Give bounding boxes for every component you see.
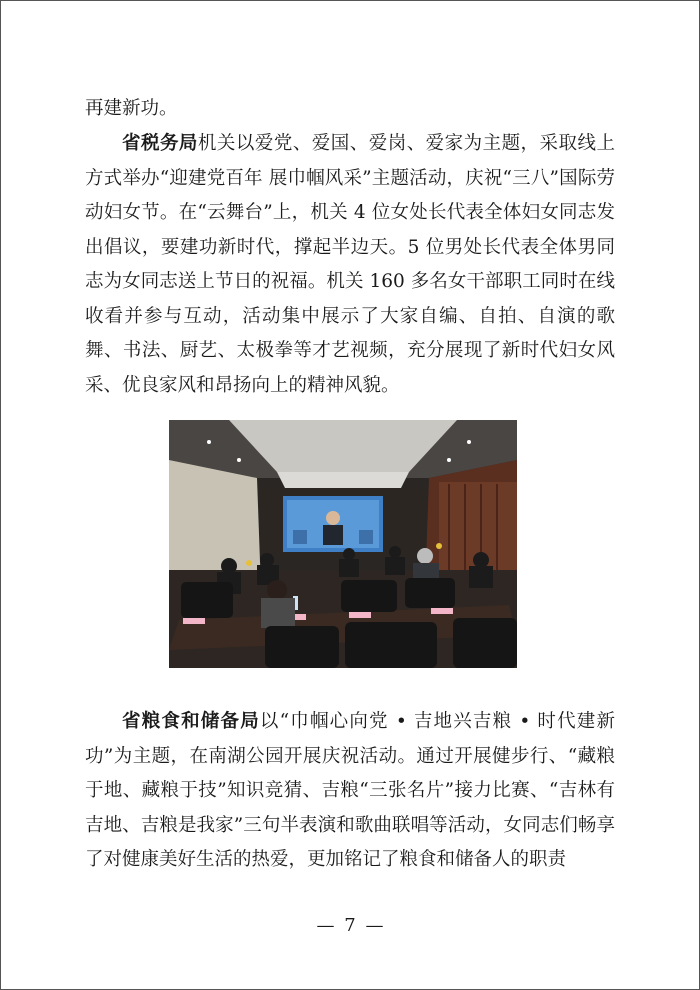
meeting-photo <box>169 420 517 668</box>
bold-lead-tax-bureau: 省税务局 <box>122 133 198 154</box>
continued-paragraph: 再建新功。 <box>85 98 178 119</box>
paragraph-grain-bureau <box>85 705 615 878</box>
paragraph-grain-bureau-text: 以“巾帼心向党 • 吉地兴吉粮 • 时代建新功”为主题，在南湖公园开展庆祝活动。通过开展健步行、“藏粮于地、藏粮于技”知识竞猜、吉粮“三张名片”接力比赛、“吉林有吉地、吉粮是我家”三句半表演和歌曲联唱等活动，女同志们畅享了对健康美好生活的热爱，更加铭记了粮食和储备人的职责 <box>85 711 615 870</box>
page-number: — 7 — <box>316 915 386 936</box>
paragraph-tax-bureau-text: 机关以爱党、爱国、爱岗、爱家为主题，采取线上方式举办“迎建党百年 展巾帼风采”主题活动，庆祝“三八”国际劳动妇女节。在“云舞台”上，机关 4 位女处长代表全体妇女同志发出倡议，要建功新时代，撑起半边天。5 位男处长代表全体男同志为女同志送上节日的祝福。机关 160 多名女干部职工同时在线收看并参与互动，活动集中展示了大家自编、自拍、自演的歌舞、书法、厨艺、太极拳等才艺视频，充分展现了新时代妇女风采、优良家风和昂扬向上的精神风貌。 <box>85 133 615 396</box>
bold-lead-grain-bureau: 省粮食和储备局 <box>122 711 260 732</box>
paragraph-tax-bureau <box>85 127 615 403</box>
